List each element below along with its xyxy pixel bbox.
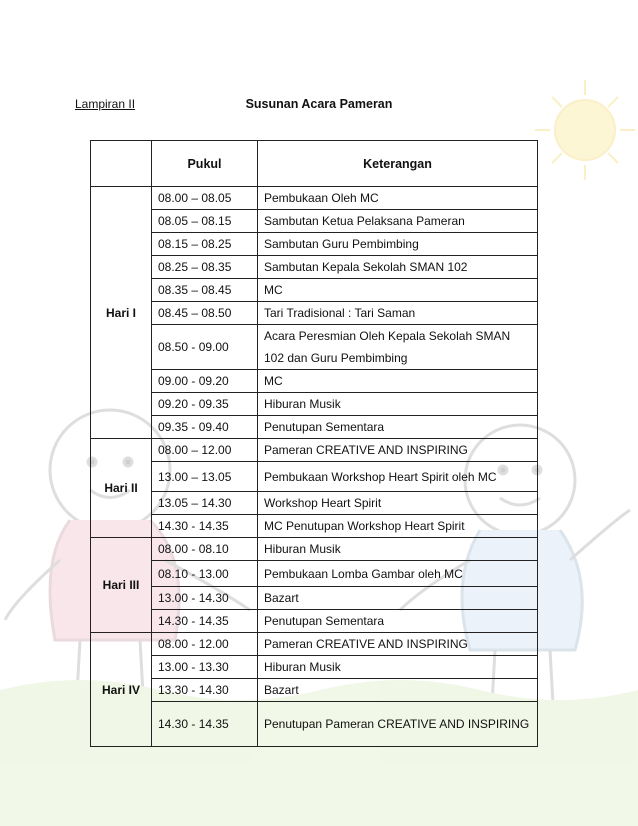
description-cell: Hiburan Musik <box>258 656 538 679</box>
time-cell: 08.35 – 08.45 <box>152 279 258 302</box>
appendix-label: Lampiran II <box>75 97 136 111</box>
description-cell: Penutupan Sementara <box>258 416 538 439</box>
description-cell: Bazart <box>258 587 538 610</box>
table-row <box>91 610 538 633</box>
table-header-row <box>91 141 538 187</box>
header-time: Pukul <box>152 141 258 187</box>
table-row <box>91 325 538 370</box>
table-row <box>91 702 538 747</box>
description-cell: MC <box>258 279 538 302</box>
table-row <box>91 538 538 561</box>
table-row <box>91 561 538 587</box>
table-row <box>91 187 538 210</box>
table-row <box>91 462 538 492</box>
table-row <box>91 587 538 610</box>
table-row <box>91 210 538 233</box>
description-cell: Penutupan Pameran CREATIVE AND INSPIRING <box>258 702 538 747</box>
time-cell: 13.00 – 13.05 <box>152 462 258 492</box>
time-cell: 14.30 - 14.35 <box>152 610 258 633</box>
table-row <box>91 679 538 702</box>
day-label: Hari IV <box>91 633 152 747</box>
page-title: Susunan Acara Pameran <box>245 97 393 111</box>
day-label: Hari II <box>91 439 152 538</box>
description-cell: Penutupan Sementara <box>258 610 538 633</box>
time-cell: 09.00 - 09.20 <box>152 370 258 393</box>
description-cell: MC <box>258 370 538 393</box>
time-cell: 08.25 – 08.35 <box>152 256 258 279</box>
description-cell: Pameran CREATIVE AND INSPIRING <box>258 633 538 656</box>
time-cell: 08.00 – 08.05 <box>152 187 258 210</box>
time-cell: 08.45 – 08.50 <box>152 302 258 325</box>
time-cell: 09.20 - 09.35 <box>152 393 258 416</box>
day-label: Hari I <box>91 187 152 439</box>
description-cell: MC Penutupan Workshop Heart Spirit <box>258 515 538 538</box>
header-day <box>91 141 152 187</box>
description-cell: Hiburan Musik <box>258 393 538 416</box>
time-cell: 08.00 - 08.10 <box>152 538 258 561</box>
description-cell: Sambutan Guru Pembimbing <box>258 233 538 256</box>
table-row <box>91 279 538 302</box>
time-cell: 14.30 - 14.35 <box>152 515 258 538</box>
description-cell: Pembukaan Workshop Heart Spirit oleh MC <box>258 462 538 492</box>
time-cell: 13.30 - 14.30 <box>152 679 258 702</box>
time-cell: 08.15 – 08.25 <box>152 233 258 256</box>
time-cell: 13.05 – 14.30 <box>152 492 258 515</box>
time-cell: 08.05 – 08.15 <box>152 210 258 233</box>
table-row <box>91 656 538 679</box>
table-row <box>91 370 538 393</box>
description-cell: Pembukaan Lomba Gambar oleh MC <box>258 561 538 587</box>
time-cell: 13.00 - 14.30 <box>152 587 258 610</box>
table-row <box>91 515 538 538</box>
time-cell: 08.00 – 12.00 <box>152 439 258 462</box>
table-row <box>91 492 538 515</box>
table-row <box>91 416 538 439</box>
header-description: Keterangan <box>258 141 538 187</box>
time-cell: 08.10 - 13.00 <box>152 561 258 587</box>
description-cell: Sambutan Ketua Pelaksana Pameran <box>258 210 538 233</box>
description-cell: Sambutan Kepala Sekolah SMAN 102 <box>258 256 538 279</box>
schedule-table <box>90 140 538 747</box>
description-cell: Pameran CREATIVE AND INSPIRING <box>258 439 538 462</box>
description-cell: Tari Tradisional : Tari Saman <box>258 302 538 325</box>
time-cell: 14.30 - 14.35 <box>152 702 258 747</box>
sun-icon <box>535 80 635 180</box>
table-row <box>91 393 538 416</box>
table-row <box>91 302 538 325</box>
day-label: Hari III <box>91 538 152 633</box>
description-cell: Hiburan Musik <box>258 538 538 561</box>
time-cell: 08.50 - 09.00 <box>152 325 258 370</box>
time-cell: 08.00 - 12.00 <box>152 633 258 656</box>
table-row <box>91 256 538 279</box>
table-row <box>91 233 538 256</box>
description-cell: Acara Peresmian Oleh Kepala Sekolah SMAN 102 dan Guru Pembimbing <box>258 325 538 370</box>
time-cell: 13.00 - 13.30 <box>152 656 258 679</box>
time-cell: 09.35 - 09.40 <box>152 416 258 439</box>
description-cell: Workshop Heart Spirit <box>258 492 538 515</box>
table-row <box>91 633 538 656</box>
table-row <box>91 439 538 462</box>
description-cell: Pembukaan Oleh MC <box>258 187 538 210</box>
description-cell: Bazart <box>258 679 538 702</box>
